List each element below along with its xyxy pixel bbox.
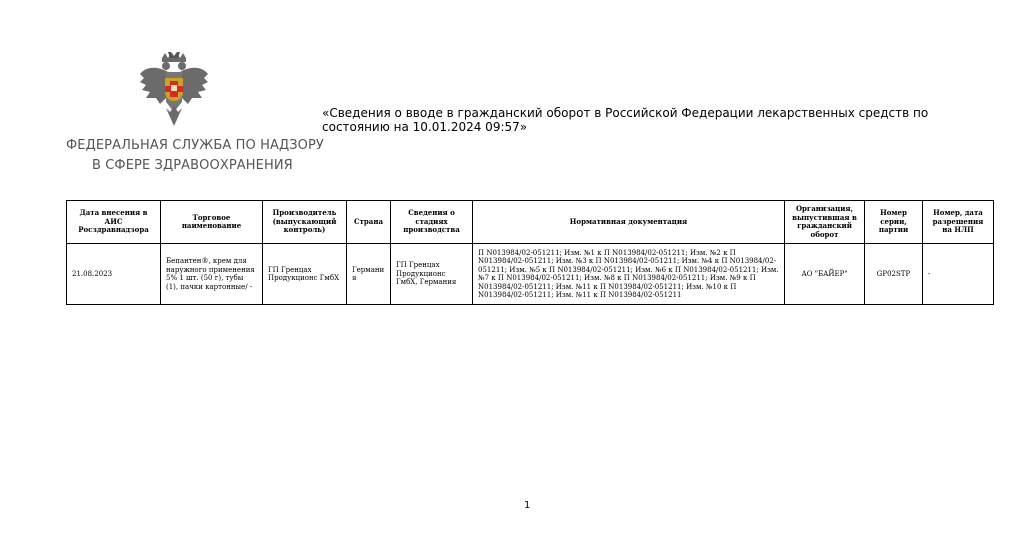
batch-number-cell: GP02STP [865,244,923,305]
organization-name-line-1: ФЕДЕРАЛЬНАЯ СЛУЖБА ПО НАДЗОРУ [66,138,324,153]
permit-number-cell: - [923,244,994,305]
releasing-organization-cell: АО "БАЙЕР" [785,244,865,305]
column-header: Сведения о стадиях производства [391,201,473,244]
production-stages-cell: ГП Гренцах Продукционс ГмбХ, Германия [391,244,473,305]
double-headed-eagle-emblem-icon [138,52,210,128]
country-cell: Германия [347,244,391,305]
column-header: Нормативная документация [473,201,785,244]
trade-name-cell: Бепантен®, крем для наружного применения 5% 1 шт. (50 г), тубы (1), пачки картонные/ - [161,244,263,305]
registry-table [66,200,994,305]
page-number: 1 [524,500,531,511]
document-title: «Сведения о вводе в гражданский оборот в Российской Федерации лекарственных средств по состоянию на 10.01.2024 09:57» [322,106,929,134]
entry-date-cell: 21.08.2023 [67,244,161,305]
column-header: Страна [347,201,391,244]
column-header: Организация, выпустившая в гражданский оборот [785,201,865,244]
column-header: Номер серии, партии [865,201,923,244]
column-header: Дата внесения в АИС Росздравнадзора [67,201,161,244]
regulatory-docs-cell: П N013984/02-051211; Изм. №1 к П N013984/02-051211; Изм. №2 к П N013984/02-051211; Изм. №3 к П N013984/02-051211; Изм. №4 к П N013984/02-051211; Изм. №5 к П N013984/02-051211; Изм. №6 к П N013984/02-051211; Изм. №7 к П N013984/02-051211; Изм. №8 к П N013984/02-051211; Изм. №9 к П N013984/02-051211; Изм. №11 к П N013984/02-051211; Изм. №10 к П N013984/02-051211; Изм. №11 к П N013984/02-051211 [473,244,785,305]
column-header: Номер, дата разрешения на НЛП [923,201,994,244]
manufacturer-cell: ГП Гренцах Продукционс ГмбХ [263,244,347,305]
organization-name-line-2: В СФЕРЕ ЗДРАВООХРАНЕНИЯ [92,158,293,173]
table-header-row [67,201,994,244]
column-header: Торговое наименование [161,201,263,244]
column-header: Производитель (выпускающий контроль) [263,201,347,244]
table-row [67,244,994,305]
